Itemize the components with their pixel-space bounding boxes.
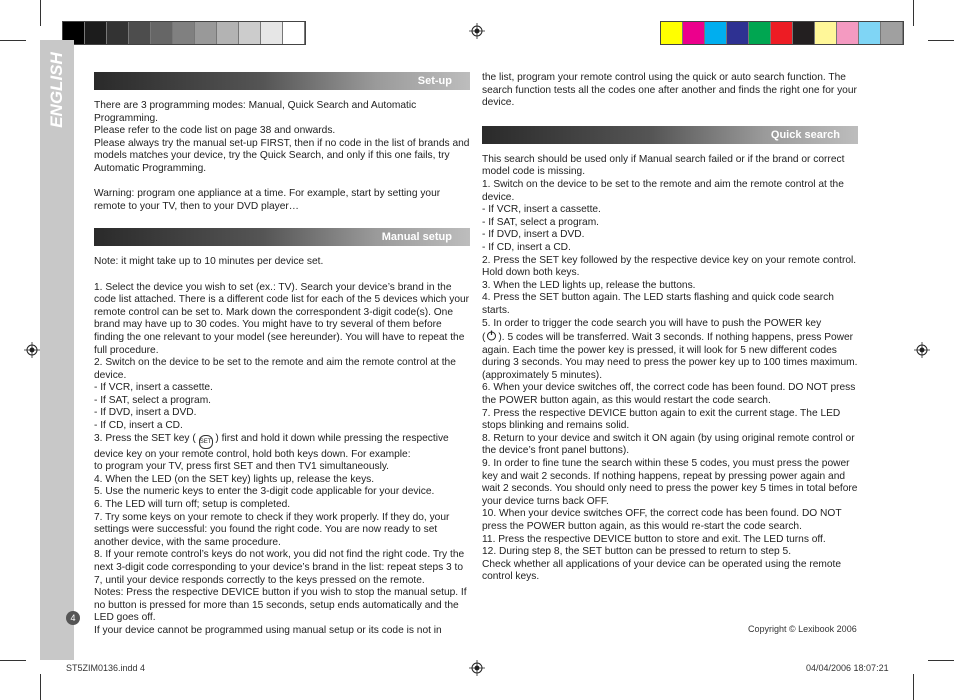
continuation-text: the list, program your remote control using the quick or auto search function. The search function tests all the codes one after another and finds the right one for your device. (482, 72, 857, 109)
setup-header: Set-up (94, 72, 470, 90)
text-line: 8. Return to your device and switch it ON again (by using original remote control or the device’s front panel buttons). (482, 432, 855, 457)
color-swatch (727, 22, 749, 44)
crop-mark (40, 0, 41, 26)
crop-mark (928, 40, 954, 41)
color-swatch (683, 22, 705, 44)
color-swatch (107, 22, 129, 44)
manual-intro-text (94, 256, 470, 281)
text-line: - If DVD, insert a DVD. (482, 229, 585, 241)
crop-mark (913, 674, 914, 700)
text-line: - If CD, insert a CD. (94, 420, 183, 432)
crop-mark (40, 674, 41, 700)
registration-mark-icon (24, 342, 40, 358)
manual-step-3: 3. Press the SET key ( SET ) first and hold it down while pressing the respective device key on your remote control, hold both keys down. For example: (94, 432, 449, 460)
color-swatch (661, 22, 683, 44)
text-line: - If VCR, insert a cassette. (94, 382, 213, 394)
color-swatch (705, 22, 727, 44)
registration-mark-icon (914, 342, 930, 358)
right-column (482, 72, 858, 584)
color-swatch (881, 22, 903, 44)
quick-search-steps-continued (482, 382, 858, 584)
text-line (94, 176, 470, 189)
text-line: 6. When your device switches off, the correct code has been found. DO NOT press the POWER button again, as this would restart the code search. (482, 382, 856, 407)
crop-mark (928, 660, 954, 661)
crop-mark (0, 660, 26, 661)
color-swatch (261, 22, 283, 44)
text-line: 7. Press the respective DEVICE button again to exit the current stage. The LED stops blinking and remains solid. (482, 407, 841, 432)
text-line: Please refer to the code list on page 38 and onwards. (94, 125, 336, 137)
text-line (94, 269, 470, 282)
quick-step-5-detail: ( ). 5 codes will be transferred. Wait 3 seconds. If nothing happens, press Power again. Each time the power key is pressed, it will look for 5 new different codes during 3 seconds. You may need to press the power key up to 100 times maximum. (approximately 5 minutes). (482, 332, 858, 381)
footer-file: ST5ZIM0136.indd 4 (66, 663, 146, 673)
manual-setup-header: Manual setup (94, 228, 470, 246)
text-line: 1. Select the device you wish to set (ex.: TV). Search your device’s brand in the code list attached. There is a different code list for each of the 5 devices which your remote control can be set to. Mark down the correspondent 3-digit code(s). One brand may have up to 30 codes. You might have to try several of them before finding the one relevant to your model (see hereunder). You will have to repeat the full procedure. (94, 281, 470, 356)
left-column (94, 72, 470, 638)
text-line: 2. Press the SET key followed by the respective device key on your remote control. Hold down both keys. (482, 254, 857, 279)
text-line: Warning: program one appliance at a time. For example, start by setting your remote to your TV, then to your DVD player… (94, 188, 441, 212)
text-line: 12. During step 8, the SET button can be pressed to return to step 5. (482, 546, 792, 558)
text-line: 7. Try some keys on your remote to check if they work properly. If they do, your settings were successful: you found the right code. You are now ready to set another device, with the same procedure. (94, 511, 450, 548)
color-swatch (837, 22, 859, 44)
color-swatch (859, 22, 881, 44)
copyright: Copyright © Lexibook 2006 (748, 624, 857, 634)
color-swatch (749, 22, 771, 44)
text-line: - If SAT, select a program. (94, 394, 212, 406)
color-swatch (239, 22, 261, 44)
color-swatch (771, 22, 793, 44)
text-line: There are 3 programming modes: Manual, Quick Search and Automatic Programming. (94, 100, 417, 124)
color-swatch (815, 22, 837, 44)
text-line: 5. Use the numeric keys to enter the 3-digit code applicable for your device. (94, 486, 435, 498)
color-swatch (85, 22, 107, 44)
text-line: 3. When the LED lights up, release the buttons. (482, 279, 696, 291)
text-line: 8. If your remote control’s keys do not work, you did not find the right code. Try the next 3-digit code corresponding to your device’s brand in the list: repeat steps 3 to 7, until your device responds correctly to the keys pressed on the remote. (94, 549, 465, 586)
text-line: 6. The LED will turn off; setup is completed. (94, 499, 291, 511)
text-line: to program your TV, press first SET and then TV1 simultaneously. (94, 461, 390, 473)
cmyk-color-bar (660, 21, 904, 45)
text-line: 10. When your device switches OFF, the correct code has been found. DO NOT press the POWER button again, as this would re-start the code search. (482, 508, 842, 532)
quick-search-header: Quick search (482, 126, 858, 144)
text-line: 1. Switch on the device to be set to the remote and aim the remote control at the device. (482, 178, 844, 203)
color-swatch (793, 22, 815, 44)
color-swatch (173, 22, 195, 44)
manual-steps-text (94, 282, 470, 433)
crop-mark (913, 0, 914, 26)
color-swatch (283, 22, 305, 44)
language-label: ENGLISH (47, 52, 66, 128)
crop-mark (0, 40, 26, 41)
registration-mark-icon (469, 23, 485, 39)
manual-steps-continued (94, 461, 470, 637)
color-swatch (217, 22, 239, 44)
footer-date: 04/04/2006 18:07:21 (806, 663, 889, 673)
quick-search-steps (482, 154, 858, 330)
text-line: - If SAT, select a program. (482, 216, 600, 228)
set-key-icon: SET (199, 435, 213, 449)
text-line: - If CD, insert a CD. (482, 241, 571, 253)
text-line: 9. In order to fine tune the search within these 5 codes, you must press the power key and wait 2 seconds. If nothing happens, repeat by pressing power again and wait 2 seconds. You should only need to press the power key 5 times in total before your device turns back OFF. (482, 458, 858, 507)
text-line: Check whether all applications of your device can be operated using the remote control keys. (482, 558, 842, 583)
color-swatch (151, 22, 173, 44)
language-tab (40, 46, 74, 136)
registration-mark-icon (469, 660, 485, 676)
color-swatch (195, 22, 217, 44)
page-number: 4 (66, 611, 80, 625)
text-line: 4. Press the SET button again. The LED starts flashing and quick code search starts. (482, 292, 834, 316)
text-line: - If DVD, insert a DVD. (94, 407, 197, 419)
text-line: 5. In order to trigger the code search you will have to push the POWER key (482, 317, 822, 329)
power-key-icon (485, 330, 498, 341)
text-line: 2. Switch on the device to be set to the remote and aim the remote control at the device. (94, 357, 456, 381)
text-line: This search should be used only if Manual search failed or if the brand or correct model code is missing. (482, 153, 845, 178)
text-line: Please always try the manual set-up FIRST, then if no code in the list of brands and models matches your device, try the Quick Search, and only if this one fails, try Automatic Programming. (94, 137, 470, 174)
setup-text (94, 100, 470, 213)
text-line: If your device cannot be programmed using manual setup or its code is not in (94, 624, 442, 636)
text-line: Notes: Press the respective DEVICE button if you wish to stop the manual setup. If no button is pressed for more than 15 seconds, setup ends automatically and the LED goes off. (94, 587, 467, 624)
grayscale-color-bar (62, 21, 306, 45)
color-swatch (129, 22, 151, 44)
text-line: 4. When the LED (on the SET key) lights up, release the keys. (94, 473, 375, 485)
text-line: Note: it might take up to 10 minutes per device set. (94, 256, 324, 268)
text-line: 11. Press the respective DEVICE button to store and exit. The LED turns off. (482, 533, 826, 545)
text-line: - If VCR, insert a cassette. (482, 204, 601, 216)
